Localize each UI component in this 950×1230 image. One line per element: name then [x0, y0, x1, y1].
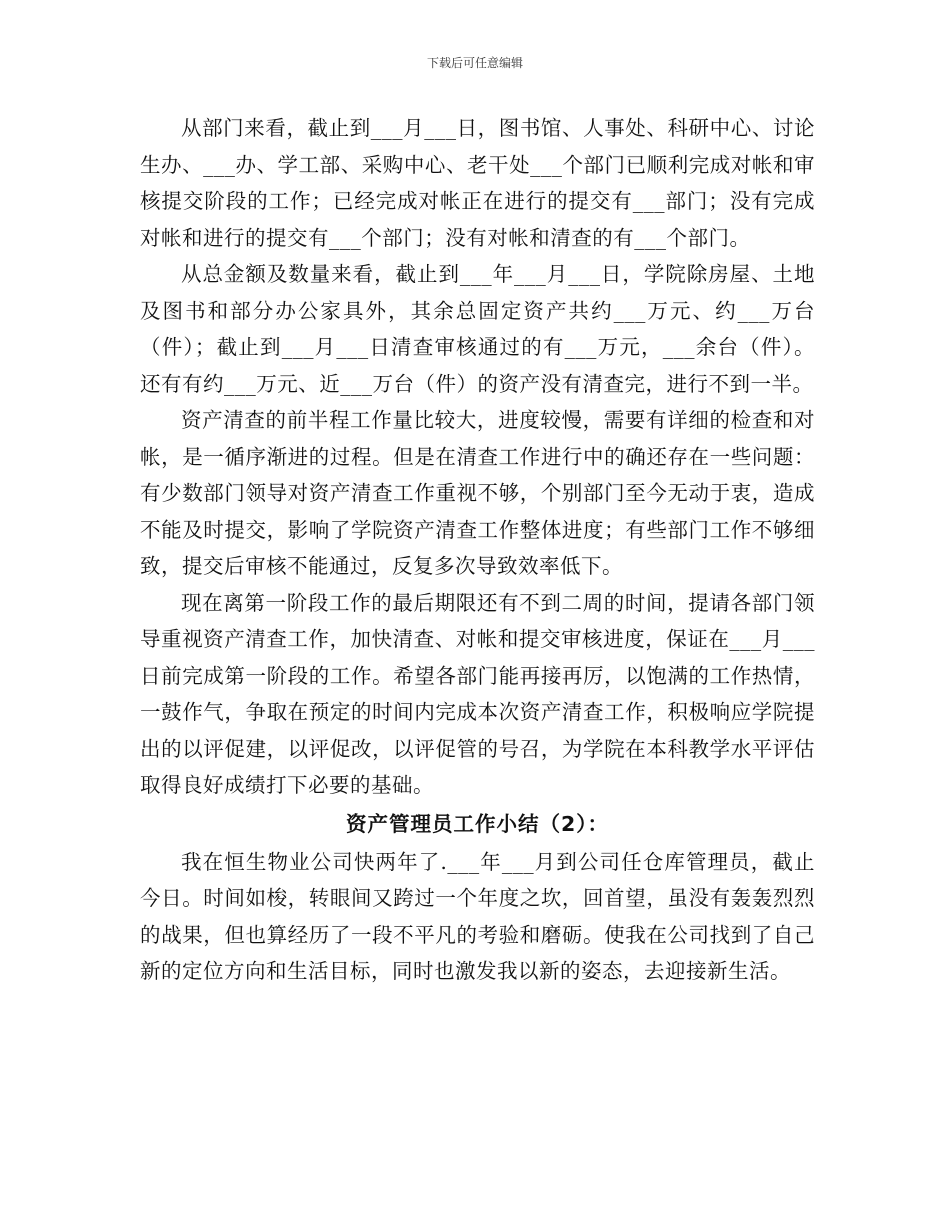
section-title: 资产管理员工作小结（2）：: [345, 811, 609, 836]
paragraph-deadline: 现在离第一阶段工作的最后期限还有不到二周的时间，提请各部门领导重视资产清查工作，加快清查、对帐和提交审核进度，保证在___月___日前完成第一阶段的工作。希望各部门能再接再厉，以饱满的工作热情，一鼓作气，争取在预定的时间内完成本次资产清查工作，积极响应学院提出的以评促建，以评促改，以评促管的号召，为学院在本科教学水平评估取得良好成绩打下必要的基础。: [140, 590, 815, 797]
paragraph-problems: 资产清查的前半程工作量比较大，进度较慢，需要有详细的检查和对帐，是一循序渐进的过程。但是在清查工作进行中的确还存在一些问题：有少数部门领导对资产清查工作重视不够，个别部门至今无动于衷，造成不能及时提交，影响了学院资产清查工作整体进度；有些部门工作不够细致，提交后审核不能通过，反复多次导致效率低下。: [140, 408, 815, 578]
paragraph-departments: 从部门来看，截止到___月___日，图书馆、人事处、科研中心、讨论生办、___办、学工部、采购中心、老干处___个部门已顺利完成对帐和审核提交阶段的工作；已经完成对帐正在进行的提交有___部门；没有完成对帐和进行的提交有___个部门；没有对帐和清查的有___个部门。: [140, 116, 815, 250]
document-body: [140, 110, 815, 990]
paragraph-amounts: 从总金额及数量来看，截止到___年___月___日，学院除房屋、土地及图书和部分办公家具外，其余总固定资产共约___万元、约___万台（件）；截止到___月___日清查审核通过的有___万元，___余台（件）。还有有约___万元、近___万台（件）的资产没有清查完，进行不到一半。: [140, 262, 815, 396]
paragraph-intro: 我在恒生物业公司快两年了.___年___月到公司任仓库管理员，截止今日。时间如梭，转眼间又跨过一个年度之坎，回首望，虽没有轰轰烈烈的战果，但也算经历了一段不平凡的考验和磨砺。使我在公司找到了自己新的定位方向和生活目标，同时也激发我以新的姿态，去迎接新生活。: [140, 849, 815, 983]
page-header: 下载后可任意编辑: [426, 56, 523, 70]
